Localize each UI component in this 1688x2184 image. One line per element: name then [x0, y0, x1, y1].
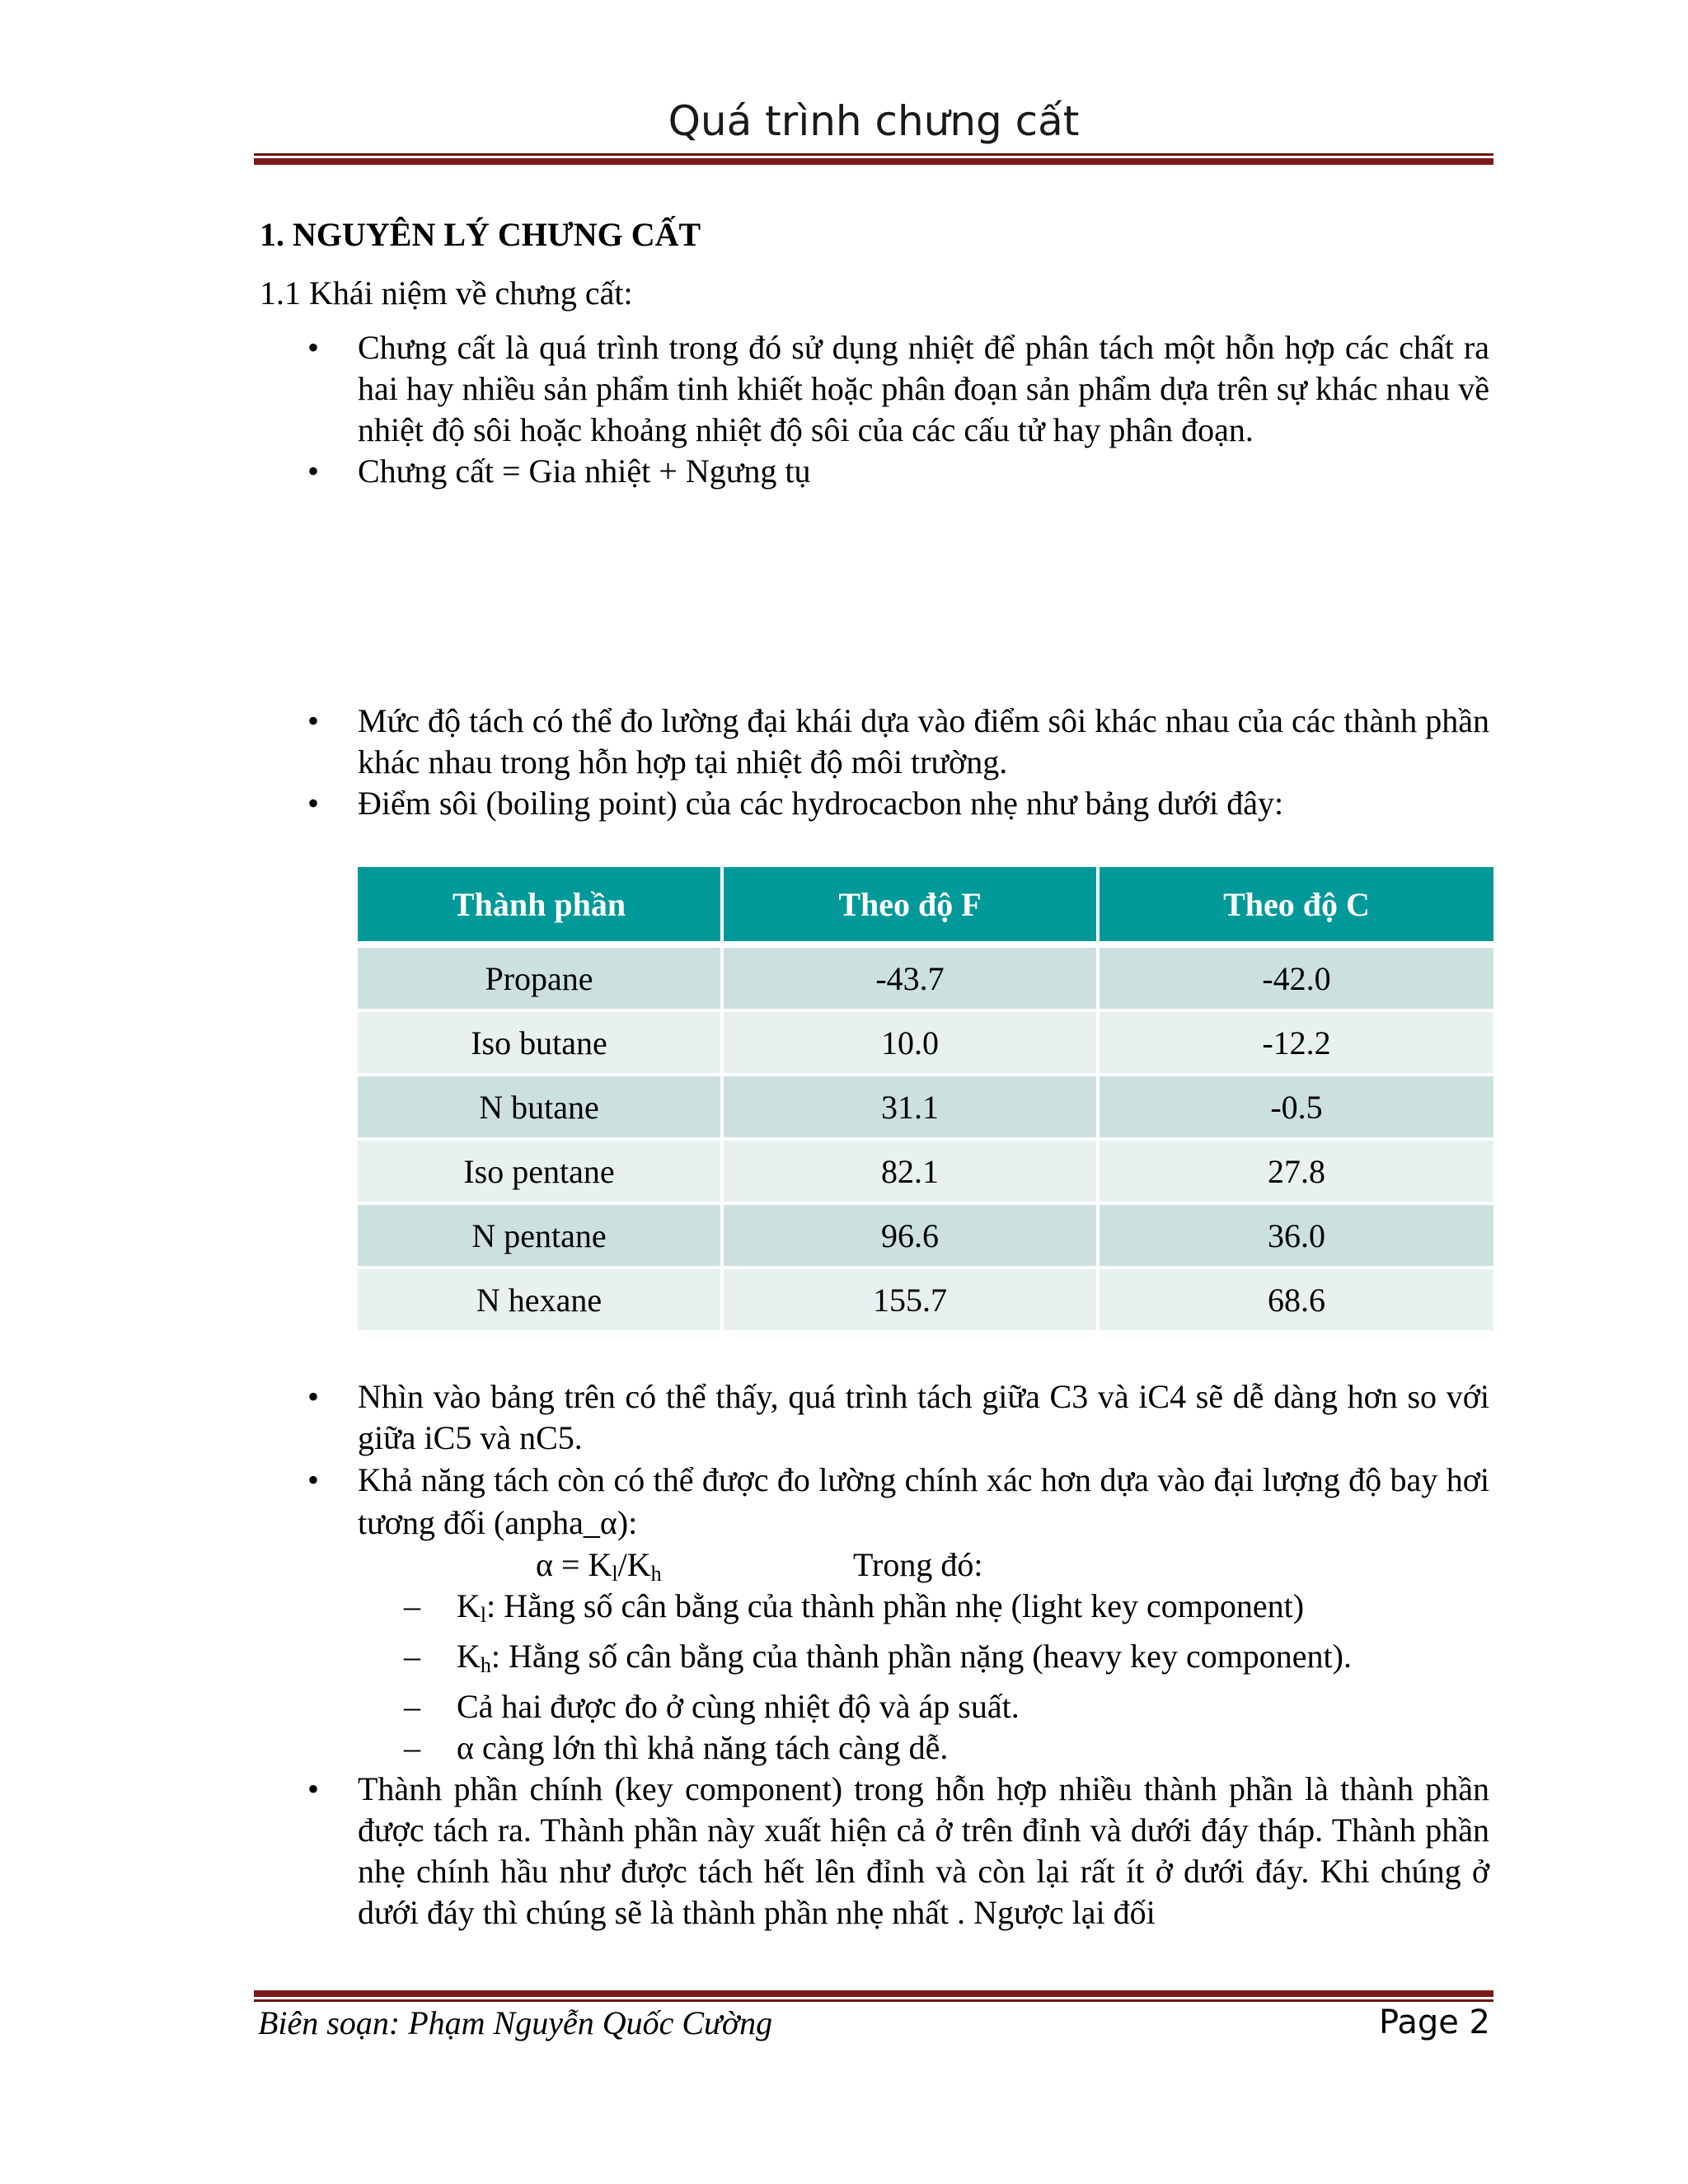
- bullet-text: Chưng cất = Gia nhiệt + Ngưng tụ: [358, 452, 811, 490]
- bullet-text: Mức độ tách có thể đo lường đại khái dựa vào điểm sôi khác nhau của các thành phần khác nhau trong hỗn hợp tại nhiệt độ môi trường.: [358, 702, 1489, 780]
- page-body-lower: [260, 1376, 1489, 1933]
- footer-divider: [254, 1990, 1493, 2002]
- table-cell: -42.0: [1100, 948, 1493, 1012]
- table-row: [358, 948, 1493, 1012]
- dash-list: [260, 1586, 1489, 1769]
- list-item: [260, 701, 1489, 783]
- table-row: [358, 1076, 1493, 1141]
- list-item: – α càng lớn thì khả năng tách càng dễ.: [260, 1727, 1489, 1769]
- bullet-text: Nhìn vào bảng trên có thể thấy, quá trình tách giữa C3 và iC4 sẽ dễ dàng hơn so với giữa iC5 và nC5.: [358, 1378, 1489, 1456]
- bullet-glyph: •: [307, 452, 320, 490]
- table-cell: 10.0: [724, 1012, 1100, 1076]
- table-row: [358, 1269, 1493, 1333]
- table-cell: -0.5: [1100, 1076, 1493, 1141]
- bullet-list-mid: [260, 701, 1489, 824]
- bullet-text: Khả năng tách còn có thể được đo lường chính xác hơn dựa vào đại lượng độ bay hơi tương đối (anpha_α):: [358, 1461, 1489, 1541]
- table-cell: 82.1: [724, 1141, 1100, 1205]
- bullet-text: Thành phần chính (key component) trong hỗn hợp nhiều thành phần là thành phần được tách ra. Thành phần này xuất hiện cả ở trên đỉnh và dưới đáy tháp. Thành phần nhẹ chính hầu như được tách hết lên đỉnh và còn lại rất ít ở dưới đáy. Khi chúng ở dưới đáy thì chúng sẽ là thành phần nhẹ nhất . Ngược lại đối: [358, 1770, 1489, 1931]
- bullet-text: Chưng cất là quá trình trong đó sử dụng nhiệt để phân tách một hỗn hợp các chất ra hai hay nhiều sản phẩm tinh khiết hoặc phân đoạn sản phẩm dựa trên sự khác nhau về nhiệt độ sôi hoặc khoảng nhiệt độ sôi của các cấu tử hay phân đoạn.: [358, 329, 1489, 448]
- page-body-mid: [260, 701, 1489, 824]
- list-item: [260, 1769, 1489, 1933]
- table-cell: -43.7: [724, 948, 1100, 1012]
- boiling-point-table: [358, 867, 1493, 1333]
- dash-glyph: –: [404, 1729, 420, 1766]
- page-header-title: Quá trình chưng cất: [668, 97, 1080, 145]
- bullet-glyph: •: [307, 329, 320, 366]
- table-cell: N hexane: [358, 1269, 724, 1333]
- bullet-glyph: •: [307, 785, 320, 822]
- list-item: [260, 451, 1489, 492]
- table-cell: N butane: [358, 1076, 724, 1141]
- dash-glyph: –: [404, 1688, 420, 1725]
- table-cell: 36.0: [1100, 1205, 1493, 1269]
- table-cell: Iso pentane: [358, 1141, 724, 1205]
- list-item: – $K_l$: Hằng số cân bằng của thành phần nhẹ (light key component): [404, 1587, 1305, 1627]
- column-header: Thành phần: [358, 867, 724, 948]
- bullet-text: Điểm sôi (boiling point) của các hydrocacbon nhẹ như bảng dưới đây:: [358, 785, 1284, 822]
- list-item: – $K_h$: Hằng số cân bằng của thành phần nặng (heavy key component).: [404, 1638, 1352, 1677]
- page-body: [260, 210, 1489, 492]
- table-row: [358, 1205, 1493, 1269]
- section-heading: 1. NGUYÊN LÝ CHƯNG CẤT: [260, 216, 701, 253]
- bullet-list-final: [260, 1769, 1489, 1933]
- table-cell: -12.2: [1100, 1012, 1493, 1076]
- table-cell: N pentane: [358, 1205, 724, 1269]
- header-divider: [254, 153, 1493, 165]
- table-header-row: [358, 867, 1493, 948]
- table-row: [358, 1141, 1493, 1205]
- table-cell: Iso butane: [358, 1012, 724, 1076]
- table-row: [358, 1012, 1493, 1076]
- dash-glyph: –: [404, 1587, 420, 1624]
- bullet-list-top: [260, 327, 1489, 492]
- list-item: [260, 327, 1489, 451]
- formula-expression: $\alpha = K_l/K_h$: [536, 1546, 662, 1586]
- bullet-list-lower: [260, 1376, 1489, 1544]
- list-item: [260, 1376, 1489, 1459]
- column-header: Theo độ C: [1100, 867, 1493, 948]
- table-cell: 68.6: [1100, 1269, 1493, 1333]
- subsection-heading: 1.1 Khái niệm về chưng cất:: [260, 274, 633, 312]
- dash-glyph: –: [404, 1638, 420, 1675]
- page-number: Page 2: [1379, 2004, 1490, 2041]
- bullet-glyph: •: [307, 1461, 320, 1498]
- table-cell: 27.8: [1100, 1141, 1493, 1205]
- formula-note: Trong đó:: [853, 1546, 983, 1583]
- alpha-formula: [260, 1544, 1489, 1586]
- table-cell: 155.7: [724, 1269, 1100, 1333]
- list-item: [260, 1459, 1489, 1544]
- bullet-glyph: •: [307, 1770, 320, 1807]
- list-item: – Cả hai được đo ở cùng nhiệt độ và áp suất.: [260, 1686, 1489, 1727]
- bullet-glyph: •: [307, 702, 320, 739]
- column-header: Theo độ F: [724, 867, 1100, 948]
- footer-author: Biên soạn: Phạm Nguyễn Quốc Cường: [258, 2004, 773, 2041]
- table-cell: 96.6: [724, 1205, 1100, 1269]
- bullet-glyph: •: [307, 1378, 320, 1415]
- list-item: [260, 783, 1489, 824]
- table-cell: Propane: [358, 948, 724, 1012]
- table-cell: 31.1: [724, 1076, 1100, 1141]
